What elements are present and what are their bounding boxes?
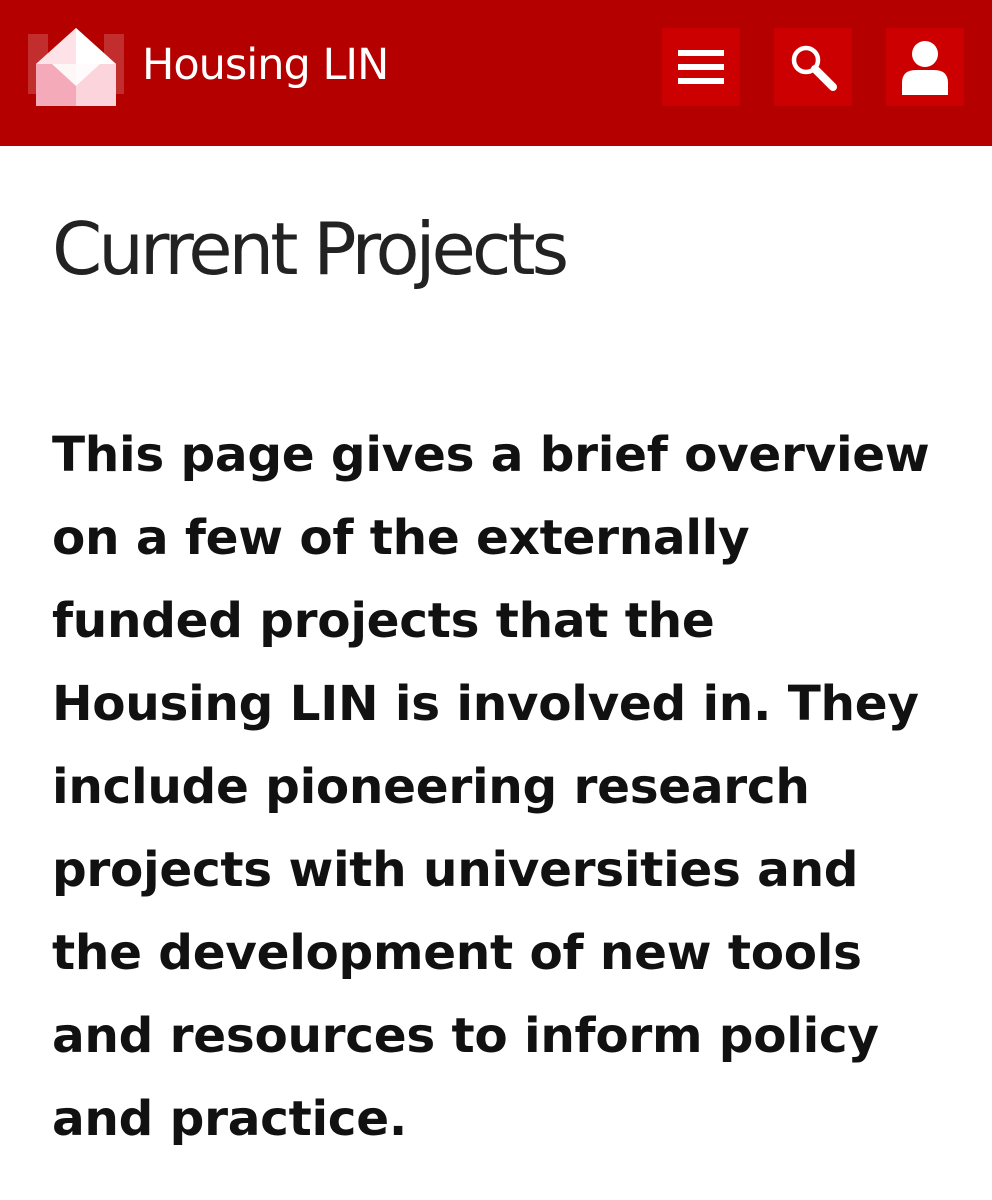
- page-title: Current Projects: [52, 207, 566, 291]
- site-logo-link[interactable]: [28, 26, 388, 108]
- hamburger-menu-icon: [678, 48, 724, 86]
- intro-paragraph: This page gives a brief overview on a few of the externally funded projects that the Housing LIN is involved in. They include pioneering research projects with universities and the development of new tools and resources to inform policy and practice.: [52, 427, 930, 1147]
- site-header: [0, 0, 992, 146]
- account-button[interactable]: [886, 28, 964, 106]
- menu-button[interactable]: [662, 28, 740, 106]
- site-logo-text: Housing LIN: [142, 39, 389, 90]
- search-icon: [788, 42, 838, 92]
- user-icon: [900, 39, 950, 95]
- search-button[interactable]: [774, 28, 852, 106]
- house-logo-icon: [28, 26, 124, 108]
